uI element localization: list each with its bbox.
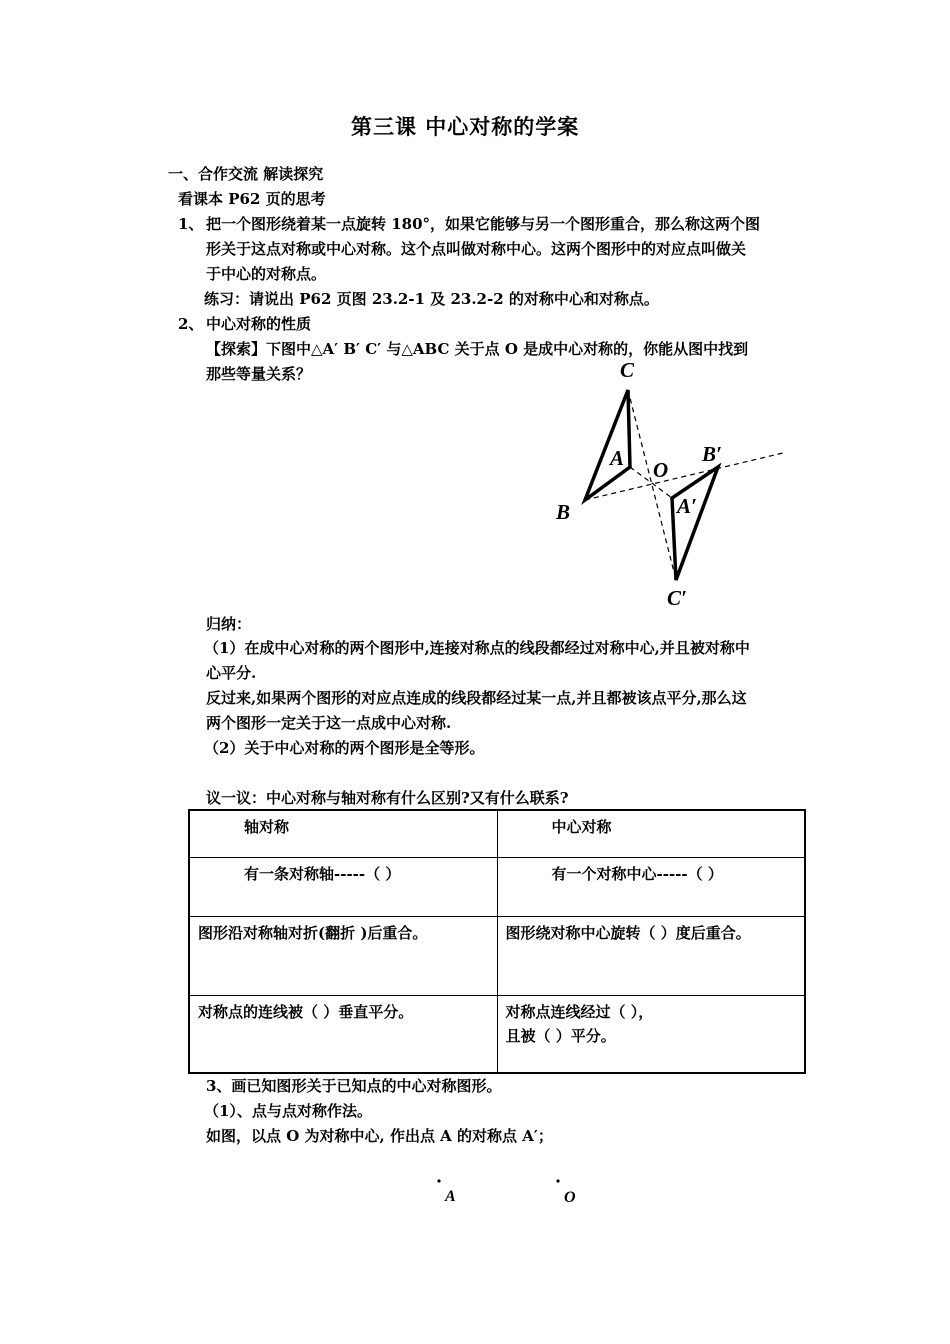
table-row — [189, 996, 805, 1074]
cell-perpendicular-bisect: 对称点的连线被（ ）垂直平分。 — [189, 996, 497, 1074]
point-o-label: O — [564, 1189, 576, 1206]
central-symmetry-figure — [540, 355, 800, 615]
cell-pass-center — [497, 996, 805, 1074]
point-o-dot — [556, 1179, 559, 1182]
section3-instruction: 如图，以点 O 为对称中心, 作出点 A 的对称点 A′； — [206, 1127, 553, 1145]
section3-sub1: （1）、点与点对称作法。 — [204, 1102, 372, 1120]
item2-title: 中心对称的性质 — [206, 315, 312, 333]
point-a-label: A — [445, 1188, 456, 1205]
triangle-abc — [585, 390, 630, 500]
header-central-symmetry: 中心对称 — [497, 810, 805, 858]
section1-heading: 一、合作交流 解读探究 — [168, 165, 324, 183]
label-a-prime: A′ — [677, 494, 697, 518]
comparison-table — [188, 809, 806, 1074]
item1-line-3: 于中心的对称点。 — [206, 265, 327, 283]
read-textbook-note: 看课本 P62 页的思考 — [178, 190, 326, 208]
label-c: C — [620, 358, 635, 382]
cell-axis-count: 有一条对称轴-----（ ） — [189, 858, 497, 917]
table-row — [189, 858, 805, 917]
point-a-dot — [437, 1179, 440, 1182]
item1-number: 1、 — [178, 215, 204, 233]
summary-line-5: （2）关于中心对称的两个图形是全等形。 — [204, 739, 485, 757]
page-title: 第三课 中心对称的学案 — [351, 114, 580, 139]
item1-line-2: 形关于这点对称或中心对称。这个点叫做对称中心。这两个图形中的对应点叫做关 — [206, 240, 747, 258]
cell-pass-center-line-1: 对称点连线经过（ ）， — [505, 1003, 654, 1021]
summary-line-1: （1）在成中心对称的两个图形中,连接对称点的线段都经过对称中心,并且被对称中 — [204, 639, 750, 657]
label-c-prime: C′ — [667, 586, 687, 610]
table-row — [189, 917, 805, 996]
summary-line-4: 两个图形一定关于这一点成中心对称. — [206, 714, 452, 732]
summary-line-3: 反过来,如果两个图形的对应点连成的线段都经过某一点,并且都被该点平分,那么这 — [206, 689, 747, 707]
label-a: A — [610, 446, 625, 470]
summary-line-2: 心平分. — [206, 664, 257, 682]
label-b: B — [556, 500, 571, 524]
point-figure — [420, 1170, 600, 1210]
header-axial-symmetry: 轴对称 — [189, 810, 497, 858]
cell-rotate-coincide: 图形绕对称中心旋转（ ）度后重合。 — [497, 917, 805, 996]
explore-line-1: 【探索】下图中△A′ B′ C′ 与△ABC 关于点 O 是成中心对称的，你能从图中找到 — [206, 340, 749, 358]
dashed-line-c-cprime — [628, 390, 676, 580]
cell-center-count: 有一个对称中心-----（ ） — [497, 858, 805, 917]
item1-line-1: 把一个图形绕着某一点旋转 180°，如果它能够与另一个图形重合，那么称这两个图 — [206, 215, 761, 233]
explore-line-2: 那些等量关系？ — [206, 365, 312, 383]
label-b-prime: B′ — [702, 442, 722, 466]
item2-number: 2、 — [178, 315, 204, 333]
triangle-a-prime-b-prime-c-prime — [672, 467, 718, 580]
cell-pass-center-line-2: 且被（ ）平分。 — [505, 1027, 616, 1045]
practice-text: 练习：请说出 P62 页图 23.2-1 及 23.2-2 的对称中心和对称点。 — [204, 290, 659, 308]
table-row — [189, 810, 805, 858]
summary-heading: 归纳： — [206, 615, 252, 633]
label-o: O — [653, 458, 669, 482]
discuss-question: 议一议：中心对称与轴对称有什么区别?又有什么联系? — [206, 789, 569, 807]
cell-fold-coincide: 图形沿对称轴对折(翻折 )后重合。 — [189, 917, 497, 996]
section3-heading: 3、画已知图形关于已知点的中心对称图形。 — [206, 1077, 502, 1095]
